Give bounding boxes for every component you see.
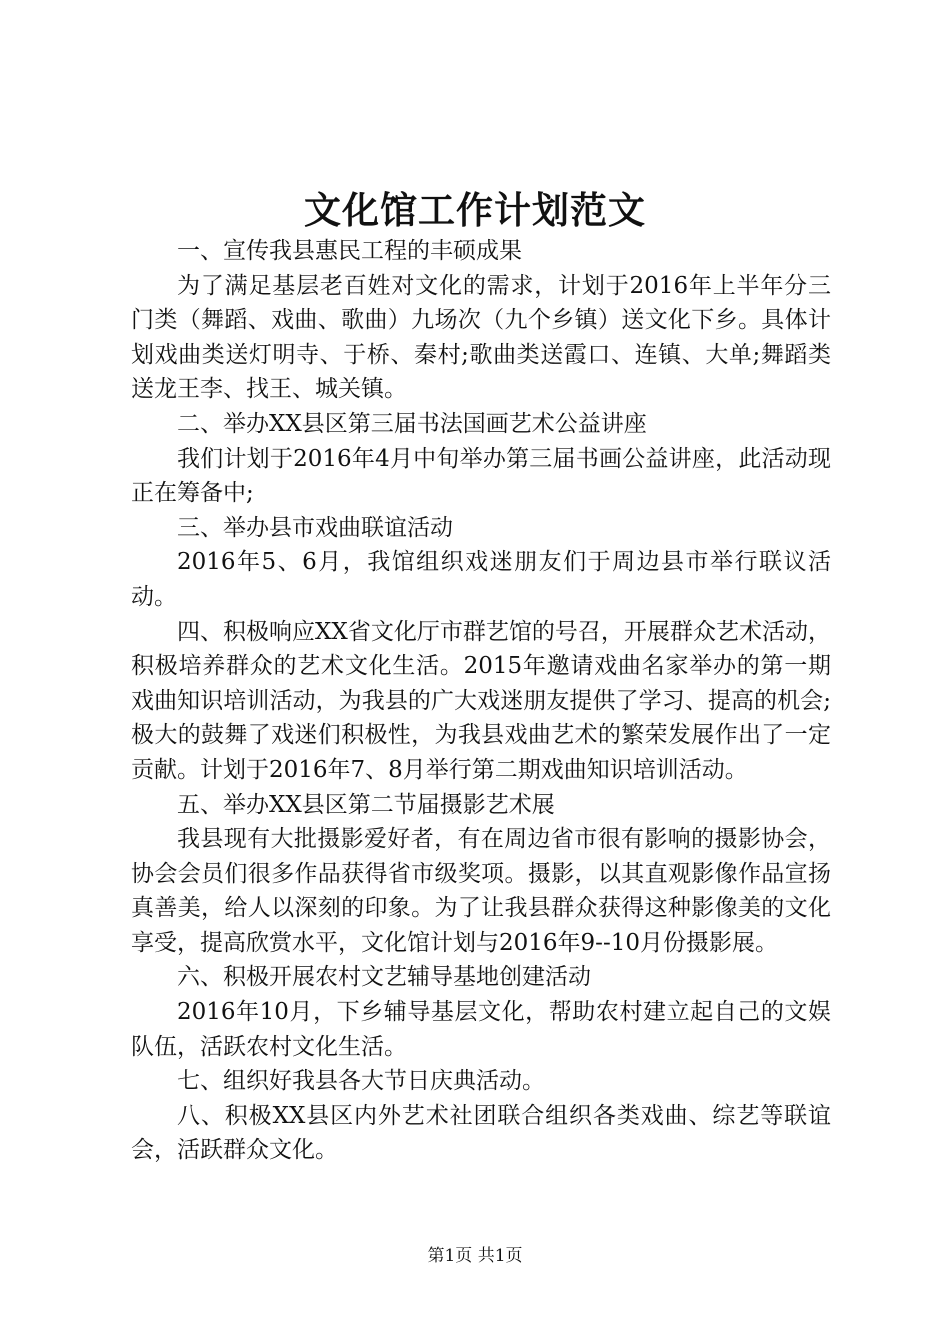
section-heading-7: 七、组织好我县各大节日庆典活动。 <box>177 1068 545 1095</box>
section-heading-3: 三、举办县市戏曲联谊活动 <box>177 514 453 541</box>
paragraph-2: 我们计划于2016年4月中旬举办第三届书画公益讲座，此活动现正在筹备中; <box>131 445 831 507</box>
paragraph-6: 2016年10月，下乡辅导基层文化，帮助农村建立起自己的文娱队伍，活跃农村文化生活。 <box>131 999 831 1060</box>
section-heading-6: 六、积极开展农村文艺辅导基地创建活动 <box>177 964 591 991</box>
page-footer: 第1页 共1页 <box>427 1246 523 1266</box>
paragraph-3: 2016年5、6月，我馆组织戏迷朋友们于周边县市举行联议活动。 <box>131 549 831 610</box>
section-paragraph-4: 四、积极响应XX省文化厅市群艺馆的号召，开展群众艺术活动，积极培养群众的艺术文化生活。2015年邀请戏曲名家举办的第一期戏曲知识培训活动，为我县的广大戏迷朋友提供了学习、提高的机会;极大的鼓舞了戏迷们积极性，为我县戏曲艺术的繁荣发展作出了一定贡献。计划于2016年7、8月举行第二期戏曲知识培训活动。 <box>131 618 831 783</box>
section-paragraph-8: 八、积极XX县区内外艺术社团联合组织各类戏曲、综艺等联谊会，活跃群众文化。 <box>131 1102 831 1164</box>
section-heading-2: 二、举办XX县区第三届书法国画艺术公益讲座 <box>177 410 647 437</box>
section-heading-1: 一、宣传我县惠民工程的丰硕成果 <box>177 238 522 264</box>
section-heading-5: 五、举办XX县区第二节届摄影艺术展 <box>177 791 555 818</box>
paragraph-5: 我县现有大批摄影爱好者，有在周边省市很有影响的摄影协会，协会会员们很多作品获得省市级奖项。摄影，以其直观影像作品宣扬真善美，给人以深刻的印象。为了让我县群众获得这种影像美的文化享受，提高欣赏水平，文化馆计划与2016年9--10月份摄影展。 <box>131 826 831 956</box>
paragraph-1: 为了满足基层老百姓对文化的需求，计划于2016年上半年分三门类（舞蹈、戏曲、歌曲）九场次（九个乡镇）送文化下乡。具体计划戏曲类送灯明寺、于桥、秦村;歌曲类送霞口、连镇、大单;舞蹈类送龙王李、找王、城关镇。 <box>131 272 831 403</box>
document-title: 文化馆工作计划范文 <box>304 188 646 232</box>
document-body <box>131 234 831 1168</box>
